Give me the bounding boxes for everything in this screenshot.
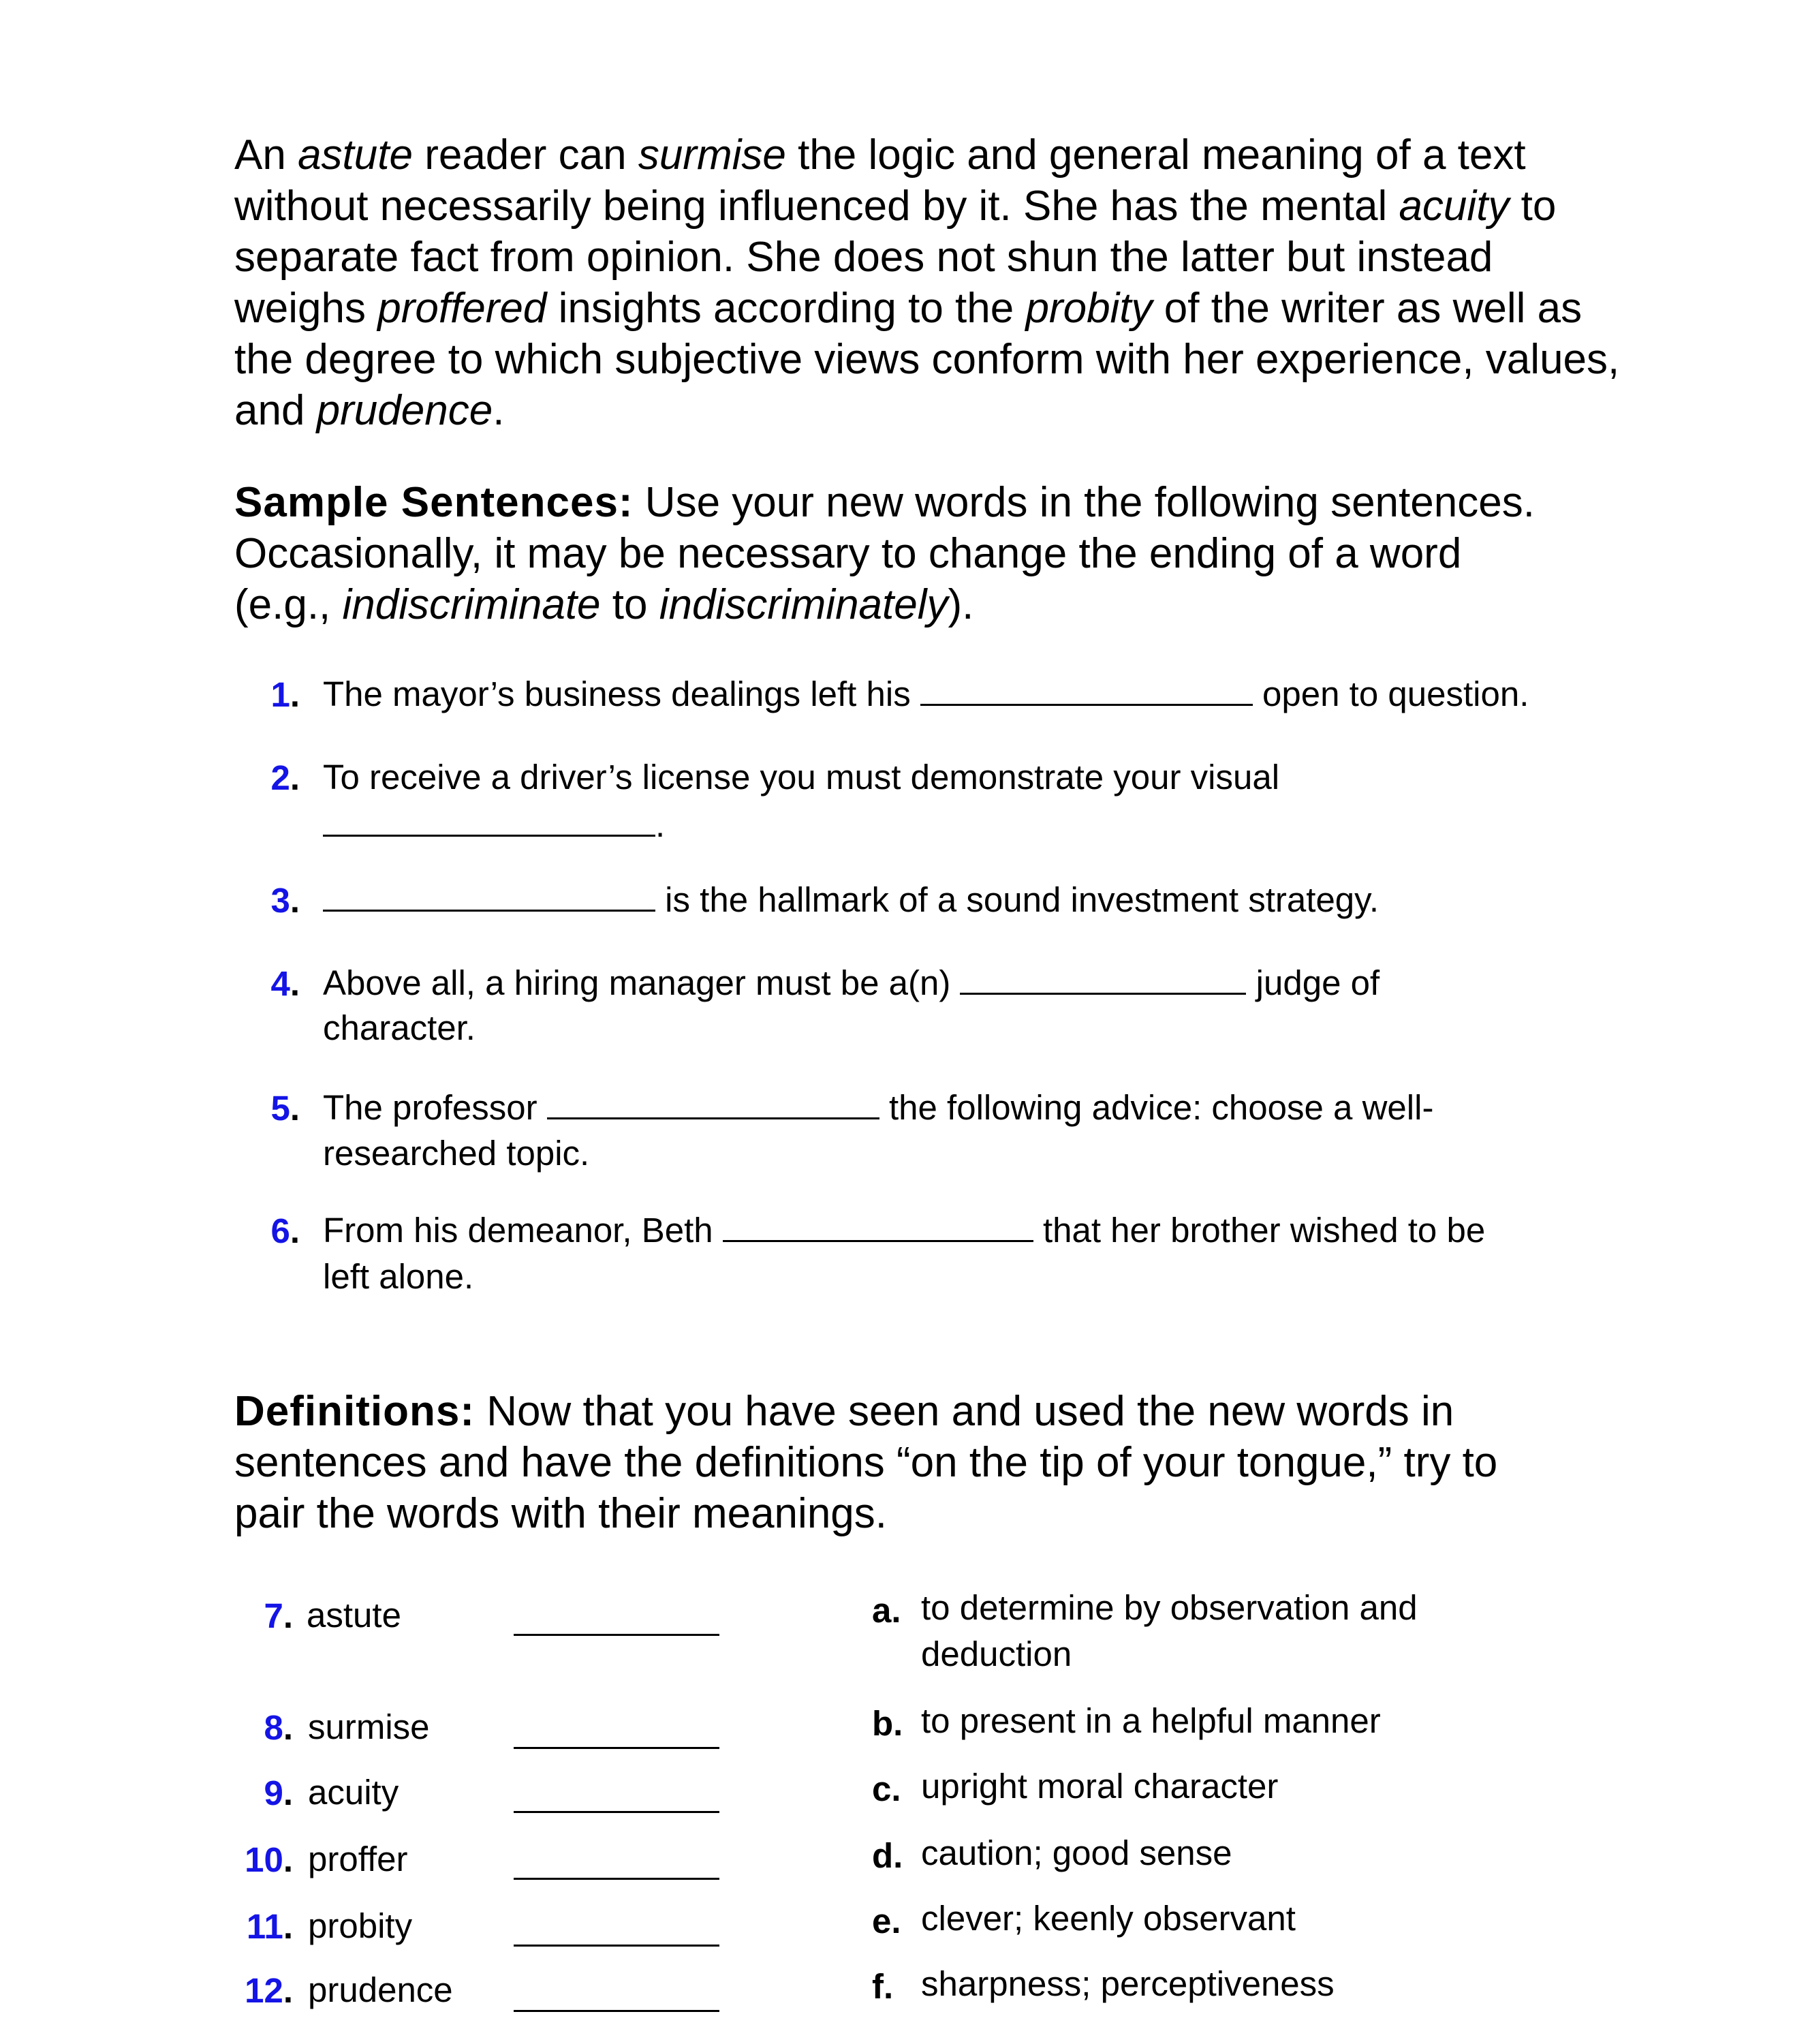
question-number: 5. [270, 1089, 300, 1128]
meaning-letter: e. [872, 1902, 901, 1940]
intro-seg: to separate fact from opinion. She does not shun the latter but instead weighs [234, 183, 1557, 332]
intro-seg: the logic and general meaning of a text without necessarily being influenced by it. She has the mental [234, 131, 1526, 230]
number-digit: 8 [264, 1708, 283, 1747]
vocab-word-acuity: acuity [1399, 183, 1510, 230]
sentence-text: the following advice: choose a well- [879, 1088, 1434, 1127]
question-number: 6. [270, 1211, 300, 1250]
meaning-letter: c. [872, 1769, 901, 1808]
sentence-text: Above all, a hiring manager must be a(n) [323, 963, 961, 1002]
word-number: 9. [264, 1774, 293, 1812]
intro-text [234, 129, 1624, 436]
meaning-text: upright moral character [921, 1767, 1279, 1806]
sample-sentences-heading: Sample Sentences: [234, 479, 634, 526]
match-word: surmise [308, 1707, 430, 1746]
vocab-word-probity: probity [1025, 285, 1153, 332]
vocab-word-astute: astute [298, 131, 413, 179]
number-digit: 11 [246, 1907, 283, 1946]
word-number: 12. [245, 1971, 293, 2010]
vocab-word-surmise: surmise [638, 131, 786, 179]
vocab-word-prudence: prudence [316, 387, 493, 434]
definitions-heading: Definitions: [234, 1388, 475, 1435]
question-number: 2. [270, 758, 300, 797]
number-digit: 6 [270, 1211, 290, 1250]
sentence-2 [323, 755, 1279, 799]
meaning-letter: a. [872, 1591, 901, 1630]
sentence-3 [323, 878, 1379, 922]
number-digit: 3 [270, 881, 290, 920]
intro-paragraph [234, 129, 1624, 436]
sentence-4 [323, 961, 1380, 1005]
example-word: indiscriminately [659, 581, 948, 628]
sample-line-1 [234, 477, 1624, 528]
number-digit: 9 [264, 1774, 283, 1812]
match-word: proffer [308, 1840, 408, 1878]
word-number: 10. [245, 1840, 293, 1879]
sample-sentences-instructions [234, 477, 1624, 630]
question-number: 1. [270, 675, 300, 714]
match-blank-11[interactable] [514, 1945, 719, 1947]
definitions-line-2: sentences and have the definitions “on the tip of your tongue,” try to [234, 1439, 1498, 1486]
word-number: 7. [264, 1596, 293, 1635]
meaning-text: sharpness; perceptiveness [921, 1964, 1335, 2003]
definitions-text: Now that you have seen and used the new words in [474, 1388, 1454, 1435]
intro-seg: of the writer as well as the degree to which subjective views conform with her experience, values, and [234, 285, 1620, 434]
sentence-5-cont: researched topic. [323, 1134, 590, 1173]
sentence-text: is the hallmark of a sound investment strategy. [655, 880, 1380, 919]
meaning-text: to determine by observation and [921, 1588, 1418, 1627]
match-blank-8[interactable] [514, 1747, 719, 1749]
meaning-text: caution; good sense [921, 1833, 1232, 1872]
sentence-4-cont: character. [323, 1008, 476, 1047]
match-word: acuity [308, 1773, 399, 1812]
match-blank-12[interactable] [514, 2010, 719, 2012]
sentence-text: judge of [1246, 963, 1380, 1002]
example-word: indiscriminate [342, 581, 601, 628]
meaning-text-cont: deduction [921, 1635, 1072, 1673]
answer-blank-6[interactable] [723, 1213, 1033, 1242]
intro-seg: insights according to the [546, 285, 1026, 332]
definitions-line-1 [234, 1386, 1624, 1437]
word-number: 8. [264, 1708, 293, 1747]
sentence-text: open to question. [1252, 675, 1529, 713]
number-digit: 10 [245, 1840, 283, 1879]
sentence-1 [323, 672, 1529, 716]
match-blank-9[interactable] [514, 1811, 719, 1813]
number-digit: 1 [270, 675, 290, 714]
number-digit: 2 [270, 758, 290, 797]
number-digit: 4 [270, 964, 290, 1003]
sample-line-2: Occasionally, it may be necessary to change the ending of a word [234, 530, 1462, 577]
answer-blank-4[interactable] [960, 965, 1246, 995]
sample-line-3 [234, 579, 1624, 630]
number-digit: 12 [245, 1971, 283, 2010]
sentence-text: From his demeanor, Beth [323, 1211, 723, 1250]
sentence-text: . [655, 805, 666, 844]
sentence-6 [323, 1208, 1485, 1252]
sentence-text: that her brother wished to be [1033, 1211, 1486, 1250]
sentence-text: To receive a driver’s license you must demonstrate your visual [323, 758, 1280, 796]
sample-instruction: Use your new words in the following sentences. [633, 479, 1535, 526]
answer-blank-1[interactable] [920, 677, 1253, 706]
match-blank-10[interactable] [514, 1878, 719, 1880]
meaning-letter: d. [872, 1836, 903, 1875]
match-word: prudence [308, 1970, 453, 2009]
match-blank-7[interactable] [514, 1634, 719, 1636]
answer-blank-5[interactable] [547, 1090, 879, 1119]
meaning-letter: b. [872, 1704, 903, 1743]
number-digit: 5 [270, 1089, 290, 1128]
question-number: 3. [270, 881, 300, 920]
meaning-text: to present in a helpful manner [921, 1701, 1381, 1740]
match-word: astute [307, 1596, 401, 1635]
match-word: probity [308, 1906, 413, 1945]
intro-seg: reader can [412, 131, 638, 179]
meaning-text: clever; keenly observant [921, 1899, 1296, 1938]
definitions-instructions [234, 1386, 1624, 1539]
eg-text: to [600, 581, 659, 628]
intro-seg: An [234, 131, 298, 179]
vocab-word-proffered: proffered [377, 285, 547, 332]
sentence-5 [323, 1085, 1433, 1130]
answer-blank-2[interactable] [323, 807, 655, 837]
eg-text: ). [948, 581, 974, 628]
answer-blank-3[interactable] [323, 882, 655, 912]
eg-text: (e.g., [234, 581, 343, 628]
intro-seg: . [493, 387, 505, 434]
word-number: 11. [246, 1907, 293, 1946]
sentence-text: The professor [323, 1088, 547, 1127]
sentence-6-cont: left alone. [323, 1257, 474, 1296]
meaning-letter: f. [872, 1967, 894, 2006]
definitions-line-3: pair the words with their meanings. [234, 1490, 888, 1537]
sentence-2-cont [323, 803, 665, 847]
number-digit: 7 [264, 1596, 283, 1635]
question-number: 4. [270, 964, 300, 1003]
sentence-text: The mayor’s business dealings left his [323, 675, 920, 713]
